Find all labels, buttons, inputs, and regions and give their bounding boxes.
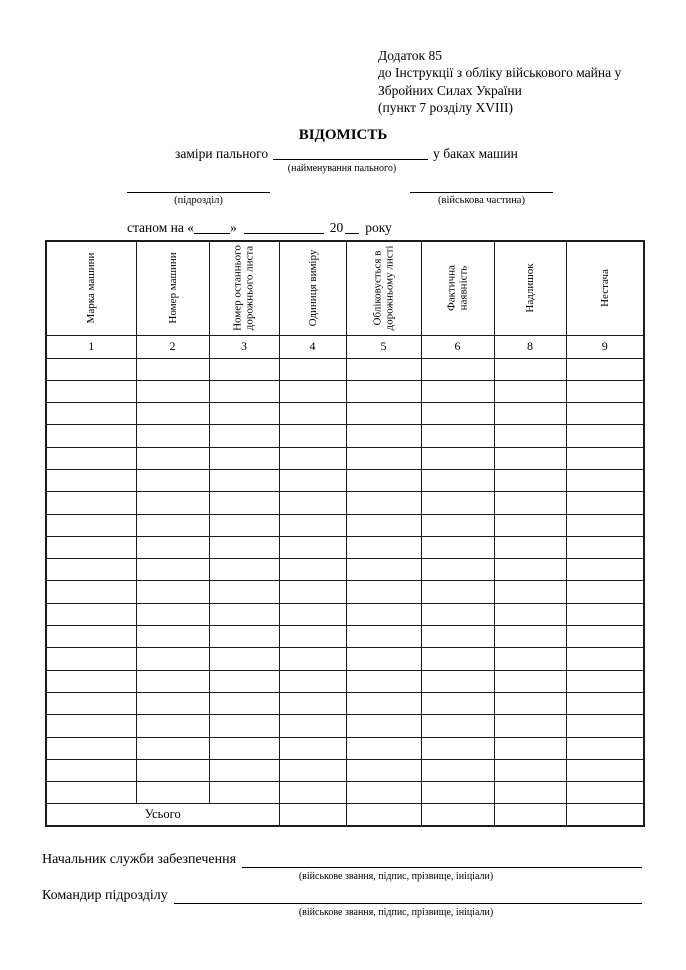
table-cell	[46, 603, 136, 625]
table-row	[46, 492, 644, 514]
column-header-text: Одиниця виміру	[306, 249, 319, 327]
table-cell	[494, 447, 566, 469]
date-month-blank	[244, 222, 324, 234]
table-cell	[209, 648, 279, 670]
table-cell	[279, 425, 346, 447]
table-cell	[421, 603, 494, 625]
date-suffix: року	[365, 220, 392, 235]
signature-blank	[242, 852, 642, 868]
table-cell	[136, 670, 209, 692]
table-cell	[279, 715, 346, 737]
table-cell	[494, 648, 566, 670]
table-cell	[209, 403, 279, 425]
table-cell	[279, 581, 346, 603]
table-cell	[279, 692, 346, 714]
table-cell	[279, 447, 346, 469]
total-value-cell	[346, 804, 421, 826]
table-cell	[46, 492, 136, 514]
table-cell	[346, 737, 421, 759]
appendix-block	[378, 47, 621, 116]
table-cell	[279, 492, 346, 514]
table-cell	[346, 759, 421, 781]
table-cell	[346, 492, 421, 514]
table-cell	[346, 403, 421, 425]
table-cell	[46, 715, 136, 737]
table-cell	[494, 603, 566, 625]
table-cell	[494, 380, 566, 402]
table-cell	[46, 759, 136, 781]
appendix-line: (пункт 7 розділу XVIII)	[378, 99, 514, 115]
table-cell	[421, 469, 494, 491]
table-cell	[209, 715, 279, 737]
signature-hint: (військове звання, підпис, прізвище, ініціали)	[298, 907, 494, 918]
table-cell	[279, 469, 346, 491]
fuel-name-hint: (найменування пального)	[287, 163, 397, 174]
table-cell	[494, 559, 566, 581]
table-cell	[279, 358, 346, 380]
table-cell	[136, 603, 209, 625]
table-cell	[346, 358, 421, 380]
table-cell	[421, 759, 494, 781]
table-cell	[46, 559, 136, 581]
table-cell	[494, 425, 566, 447]
table-cell	[209, 358, 279, 380]
subtitle-prefix: заміри пального	[175, 146, 269, 161]
table-cell	[566, 514, 644, 536]
table-cell	[346, 559, 421, 581]
date-line	[127, 220, 392, 236]
table-cell	[494, 626, 566, 648]
table-cell	[494, 737, 566, 759]
table-cell	[46, 782, 136, 804]
table-cell	[46, 403, 136, 425]
table-cell	[421, 670, 494, 692]
table-cell	[566, 425, 644, 447]
table-cell	[566, 737, 644, 759]
column-header-text: Фактична наявність	[445, 265, 470, 312]
table-cell	[494, 759, 566, 781]
column-header-text: Надлишок	[523, 263, 536, 313]
appendix-line: до Інструкції з обліку військового майна у	[378, 65, 622, 81]
table-row	[46, 469, 644, 491]
table-cell	[566, 603, 644, 625]
signature-label: Начальник служби забезпечення	[42, 852, 237, 867]
fuel-name-blank	[273, 148, 428, 160]
table-cell	[209, 737, 279, 759]
column-header-cell	[421, 241, 494, 335]
table-cell	[209, 603, 279, 625]
table-cell	[566, 782, 644, 804]
table-cell	[209, 782, 279, 804]
table-cell	[279, 648, 346, 670]
column-number-cell: 4	[279, 335, 346, 358]
table-cell	[566, 759, 644, 781]
table-cell	[494, 670, 566, 692]
fuel-table	[45, 240, 645, 827]
table-cell	[279, 380, 346, 402]
table-cell	[494, 782, 566, 804]
table-cell	[346, 447, 421, 469]
table-cell	[494, 403, 566, 425]
table-cell	[346, 692, 421, 714]
column-number-cell: 5	[346, 335, 421, 358]
table-cell	[566, 380, 644, 402]
table-cell	[46, 358, 136, 380]
table-cell	[209, 692, 279, 714]
signature-hint: (військове звання, підпис, прізвище, ініціали)	[298, 871, 494, 882]
table-cell	[279, 759, 346, 781]
military-unit-hint: (військова частина)	[438, 195, 525, 206]
table-cell	[346, 469, 421, 491]
table-cell	[136, 492, 209, 514]
table-cell	[279, 737, 346, 759]
column-header-text: Номер останнього дорожнього листа	[231, 245, 256, 332]
table-cell	[421, 782, 494, 804]
total-value-cell	[421, 804, 494, 826]
subtitle-line	[175, 146, 518, 162]
table-cell	[421, 715, 494, 737]
military-unit-blank	[410, 192, 553, 193]
table-row	[46, 759, 644, 781]
table-cell	[421, 447, 494, 469]
column-number-cell: 9	[566, 335, 644, 358]
appendix-line: Додаток 85	[378, 48, 442, 63]
table-cell	[136, 380, 209, 402]
table-cell	[136, 469, 209, 491]
table-cell	[346, 715, 421, 737]
table-cell	[279, 403, 346, 425]
table-cell	[279, 782, 346, 804]
table-cell	[279, 670, 346, 692]
table-cell	[566, 358, 644, 380]
table-cell	[209, 536, 279, 558]
table-cell	[494, 581, 566, 603]
signature-label: Командир підрозділу	[42, 888, 168, 903]
table-cell	[46, 737, 136, 759]
table-cell	[209, 759, 279, 781]
table-cell	[566, 670, 644, 692]
table-cell	[421, 581, 494, 603]
table-cell	[46, 692, 136, 714]
table-cell	[209, 514, 279, 536]
column-header-cell	[346, 241, 421, 335]
table-row	[46, 425, 644, 447]
column-header-cell	[279, 241, 346, 335]
table-row	[46, 581, 644, 603]
table-cell	[421, 492, 494, 514]
table-cell	[346, 425, 421, 447]
table-cell	[566, 447, 644, 469]
table-cell	[46, 514, 136, 536]
total-value-cell	[566, 804, 644, 826]
table-cell	[136, 759, 209, 781]
table-cell	[494, 492, 566, 514]
page-title: ВІДОМІСТЬ	[298, 127, 388, 143]
table-cell	[566, 536, 644, 558]
table-cell	[209, 447, 279, 469]
table-row	[46, 536, 644, 558]
table-cell	[136, 559, 209, 581]
table-cell	[566, 648, 644, 670]
signature-row-supply-chief	[42, 852, 642, 868]
table-cell	[209, 626, 279, 648]
table-cell	[346, 514, 421, 536]
table-cell	[346, 380, 421, 402]
table-cell	[136, 626, 209, 648]
table-number-row	[46, 335, 644, 358]
signature-blank	[174, 888, 642, 904]
total-value-cell	[279, 804, 346, 826]
table-row	[46, 559, 644, 581]
column-header-text: Обліковується в дорожньому листі	[371, 245, 396, 331]
date-day-blank	[194, 222, 230, 234]
table-row	[46, 692, 644, 714]
unit-hint: (підрозділ)	[174, 195, 223, 206]
table-cell	[46, 380, 136, 402]
table-cell	[46, 447, 136, 469]
table-row	[46, 670, 644, 692]
date-prefix: станом на «	[127, 220, 195, 235]
table-row	[46, 603, 644, 625]
date-close-quote: »	[230, 220, 237, 235]
total-value-cell	[494, 804, 566, 826]
table-cell	[346, 626, 421, 648]
table-cell	[46, 670, 136, 692]
table-cell	[209, 670, 279, 692]
table-cell	[566, 692, 644, 714]
table-cell	[346, 670, 421, 692]
table-cell	[566, 715, 644, 737]
signature-row-unit-commander	[42, 888, 642, 904]
table-cell	[136, 581, 209, 603]
table-cell	[566, 469, 644, 491]
column-header-text: Марка машини	[85, 252, 98, 324]
subtitle-suffix: у баках машин	[433, 146, 518, 161]
table-row	[46, 380, 644, 402]
table-cell	[494, 692, 566, 714]
table-cell	[136, 447, 209, 469]
table-cell	[421, 358, 494, 380]
appendix-line: Збройних Силах України	[378, 82, 522, 98]
table-cell	[566, 581, 644, 603]
table-cell	[136, 737, 209, 759]
table-cell	[46, 626, 136, 648]
table-row	[46, 737, 644, 759]
table-cell	[136, 425, 209, 447]
table-cell	[209, 492, 279, 514]
table-cell	[136, 692, 209, 714]
table-row	[46, 715, 644, 737]
table-cell	[136, 715, 209, 737]
table-cell	[136, 536, 209, 558]
table-cell	[279, 603, 346, 625]
table-cell	[421, 403, 494, 425]
table-cell	[209, 380, 279, 402]
column-number-cell: 6	[421, 335, 494, 358]
table-cell	[494, 536, 566, 558]
table-cell	[346, 782, 421, 804]
column-header-text: Номер машини	[166, 252, 179, 324]
table-cell	[46, 536, 136, 558]
table-cell	[566, 626, 644, 648]
table-cell	[494, 358, 566, 380]
table-cell	[494, 514, 566, 536]
table-cell	[209, 581, 279, 603]
table-header-row	[46, 241, 644, 335]
column-number-cell: 2	[136, 335, 209, 358]
table-cell	[279, 514, 346, 536]
table-cell	[279, 626, 346, 648]
table-cell	[421, 514, 494, 536]
table-cell	[421, 648, 494, 670]
table-row	[46, 514, 644, 536]
table-cell	[421, 737, 494, 759]
column-header-cell	[566, 241, 644, 335]
table-total-row	[46, 804, 644, 826]
table-row	[46, 447, 644, 469]
table-cell	[279, 536, 346, 558]
table-row	[46, 648, 644, 670]
column-number-cell: 8	[494, 335, 566, 358]
table-cell	[46, 469, 136, 491]
table-cell	[566, 403, 644, 425]
table-cell	[421, 380, 494, 402]
table-cell	[136, 648, 209, 670]
table-row	[46, 358, 644, 380]
date-century: 20	[329, 220, 344, 235]
column-header-cell	[209, 241, 279, 335]
unit-blank	[127, 192, 270, 193]
table-cell	[136, 782, 209, 804]
table-cell	[279, 559, 346, 581]
table-cell	[136, 403, 209, 425]
column-number-cell: 3	[209, 335, 279, 358]
table-cell	[346, 536, 421, 558]
table-cell	[494, 715, 566, 737]
table-cell	[494, 469, 566, 491]
table-cell	[346, 581, 421, 603]
table-cell	[421, 692, 494, 714]
table-cell	[421, 559, 494, 581]
table-cell	[209, 425, 279, 447]
column-header-cell	[136, 241, 209, 335]
table-cell	[421, 425, 494, 447]
column-number-cell: 1	[46, 335, 136, 358]
date-year-blank	[345, 222, 359, 234]
table-cell	[566, 559, 644, 581]
column-header-cell	[494, 241, 566, 335]
table-cell	[209, 469, 279, 491]
column-header-text: Нестача	[598, 269, 611, 308]
table-cell	[346, 648, 421, 670]
table-cell	[46, 425, 136, 447]
column-header-cell	[46, 241, 136, 335]
table-cell	[136, 514, 209, 536]
table-row	[46, 626, 644, 648]
table-cell	[421, 536, 494, 558]
table-cell	[421, 626, 494, 648]
table-cell	[566, 492, 644, 514]
table-cell	[46, 581, 136, 603]
total-label-cell: Усього	[46, 804, 279, 826]
table-cell	[209, 559, 279, 581]
table-row	[46, 403, 644, 425]
table-cell	[46, 648, 136, 670]
table-row	[46, 782, 644, 804]
table-cell	[346, 603, 421, 625]
table-cell	[136, 358, 209, 380]
